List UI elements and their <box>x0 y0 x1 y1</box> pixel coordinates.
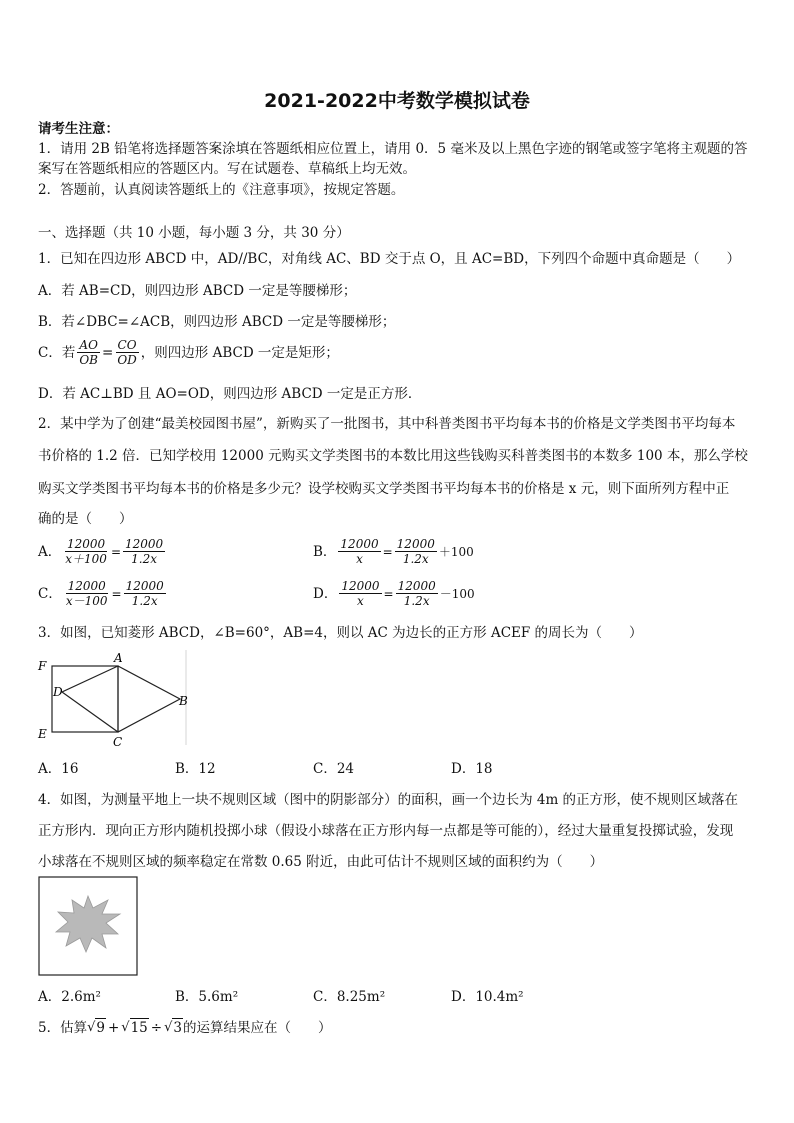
q2-a-den-2: 1.2x <box>131 552 158 566</box>
q4-line-2: 正方形内．现向正方形内随机投掷小球（假设小球落在正方形内每一点都是等可能的），经过大量重复投掷试验，发现 <box>38 823 734 839</box>
q2-a-frac-1 <box>63 537 109 566</box>
q3-figure <box>36 650 192 750</box>
q4-option-a: A．2.6m² <box>38 989 101 1005</box>
rhombus-abcd <box>62 666 180 732</box>
q4-option-b: B．5.6m² <box>175 989 239 1005</box>
q1-stem: 1．已知在四边形 ABCD 中，AD//BC，对角线 AC、BD 交于点 O，且 AC=BD，下列四个命题中真命题是（ ） <box>38 251 741 267</box>
q2-option-b <box>313 537 474 566</box>
q5-radicand-2: 15 <box>130 1020 148 1036</box>
q2-b-den-1: x <box>356 552 363 566</box>
label-b: B <box>179 694 188 708</box>
q2-a-label: A． <box>38 543 62 560</box>
q2-option-a <box>38 537 167 566</box>
q1-c-suffix: ，则四边形 ABCD 一定是矩形； <box>140 344 339 361</box>
q2-b-num-2: 12000 <box>396 537 435 551</box>
section-heading: 一、选择题（共 10 小题，每小题 3 分，共 30 分） <box>38 225 350 241</box>
q4-option-c: C．8.25m² <box>313 989 386 1005</box>
q2-d-num-2: 12000 <box>397 579 436 593</box>
sqrt-symbol-1: √ <box>87 1019 96 1035</box>
q2-c-eq: = <box>111 586 122 601</box>
q2-b-tail: ＋100 <box>438 544 474 559</box>
q2-d-eq: = <box>383 586 394 601</box>
q2-a-eq: = <box>110 544 121 559</box>
q5-radicand-3: 3 <box>173 1020 182 1036</box>
q2-c-label: C． <box>38 585 62 602</box>
q2-c-frac-2 <box>124 579 166 608</box>
q2-c-den-2: 1.2x <box>131 594 158 608</box>
q1-c-num-2: CO <box>117 338 137 352</box>
q3-option-a: A．16 <box>38 761 79 777</box>
q2-b-eq: = <box>382 544 393 559</box>
q2-line-2: 书价格的 1.2 倍．已知学校用 12000 元购买文学类图书的本数比用这些钱购买科普类图书的本数多 100 本，那么学校 <box>38 448 748 464</box>
q4-option-d: D．10.4m² <box>451 989 524 1005</box>
q2-c-num-1: 12000 <box>67 579 106 593</box>
q5-prefix: 5．估算 <box>38 1019 88 1036</box>
q2-option-c <box>38 579 168 608</box>
q2-d-frac-1 <box>339 579 381 608</box>
label-f: F <box>38 659 47 673</box>
square-acef <box>52 666 118 732</box>
q1-c-prefix: C．若 <box>38 344 76 361</box>
q1-c-frac-1 <box>77 338 100 367</box>
q1-c-den-1: OB <box>79 353 98 367</box>
q2-c-den-1: x－100 <box>65 594 108 608</box>
q2-d-den-1: x <box>357 594 364 608</box>
q5-radicand-1: 9 <box>96 1020 105 1036</box>
q2-d-label: D． <box>313 585 338 602</box>
q5-div: ÷ <box>150 1019 163 1036</box>
q1-c-eq: = <box>102 344 114 361</box>
q3-stem: 3．如图，已知菱形 ABCD，∠B=60°，AB=4，则以 AC 为边长的正方形 ACEF 的周长为（ ） <box>38 625 643 641</box>
q1-option-b: B．若∠DBC=∠ACB，则四边形 ABCD 一定是等腰梯形； <box>38 314 396 330</box>
q1-c-den-2: OD <box>117 353 137 367</box>
q2-c-num-2: 12000 <box>125 579 164 593</box>
label-a: A <box>114 651 123 665</box>
q1-option-d: D．若 AC⊥BD 且 AO=OD，则四边形 ABCD 一定是正方形． <box>38 386 422 402</box>
label-e: E <box>38 727 47 741</box>
q3-option-b: B．12 <box>175 761 216 777</box>
q2-c-frac-1 <box>64 579 110 608</box>
q2-d-num-1: 12000 <box>341 579 380 593</box>
q2-b-frac-1 <box>338 537 380 566</box>
q1-option-c <box>38 338 339 367</box>
q1-c-frac-2 <box>115 338 138 367</box>
q5-stem <box>38 1018 331 1037</box>
q4-figure <box>38 876 138 976</box>
q2-d-frac-2 <box>396 579 438 608</box>
q2-d-tail: －100 <box>439 586 475 601</box>
q3-option-d: D．18 <box>451 761 493 777</box>
q2-option-d <box>313 579 475 608</box>
label-d: D <box>53 685 63 699</box>
q2-a-den-1: x＋100 <box>65 552 107 566</box>
notice-line-1b: 案写在答题纸相应的答题区内。写在试题卷、草稿纸上均无效。 <box>38 161 416 177</box>
q4-line-1: 4．如图，为测量平地上一块不规则区域（图中的阴影部分）的面积，画一个边长为 4m 的正方形，使不规则区域落在 <box>38 792 739 808</box>
q4-line-3: 小球落在不规则区域的频率稳定在常数 0.65 附近，由此可估计不规则区域的面积约为（ ） <box>38 854 604 870</box>
q2-a-num-2: 12000 <box>125 537 164 551</box>
q2-line-3: 购买文学类图书平均每本书的价格是多少元？设学校购买文学类图书平均每本书的价格是 x 元，则下面所列方程中正 <box>38 481 730 497</box>
q2-line-4: 确的是（ ） <box>38 511 133 527</box>
page-title: 2021-2022中考数学模拟试卷 <box>264 90 530 112</box>
q5-plus: + <box>107 1019 120 1036</box>
q3-option-c: C．24 <box>313 761 355 777</box>
q1-c-num-1: AO <box>79 338 98 352</box>
q2-d-den-2: 1.2x <box>403 594 430 608</box>
q2-b-label: B． <box>313 543 337 560</box>
label-c: C <box>113 735 123 749</box>
q1-option-a: A．若 AB=CD，则四边形 ABCD 一定是等腰梯形； <box>38 283 357 299</box>
notice-line-2: 2．答题前，认真阅读答题纸上的《注意事项》，按规定答题。 <box>38 182 405 198</box>
q2-b-num-1: 12000 <box>340 537 379 551</box>
q2-b-frac-2 <box>395 537 437 566</box>
q2-b-den-2: 1.2x <box>402 552 429 566</box>
sqrt-symbol-2: √ <box>121 1019 130 1035</box>
q5-suffix: 的运算结果应在（ ） <box>182 1019 332 1036</box>
q2-a-num-1: 12000 <box>67 537 106 551</box>
notice-line-1a: 1．请用 2B 铅笔将选择题答案涂填在答题纸相应位置上，请用 0．5 毫米及以上黑色字迹的钢笔或签字笔将主观题的答 <box>38 141 748 157</box>
q2-a-frac-2 <box>123 537 165 566</box>
sqrt-symbol-3: √ <box>164 1019 173 1035</box>
notice-heading: 请考生注意： <box>38 121 119 137</box>
q2-line-1: 2．某中学为了创建“最美校园图书屋”，新购买了一批图书，其中科普类图书平均每本书的价格是文学类图书平均每本 <box>38 416 736 432</box>
